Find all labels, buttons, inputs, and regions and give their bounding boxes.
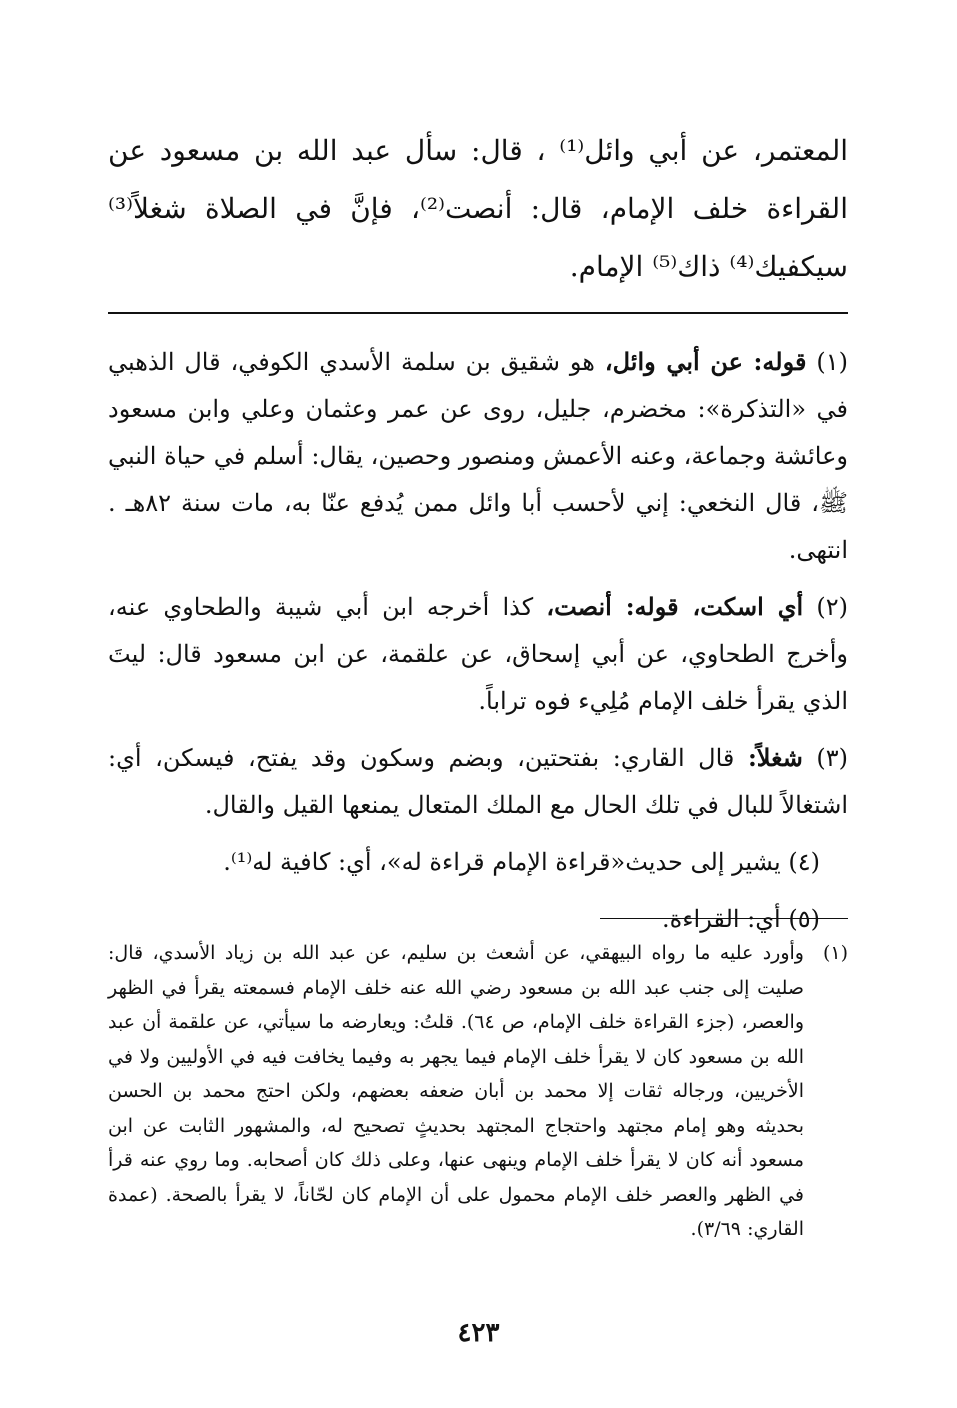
- footnote-text: يشير إلى حديث«قراءة الإمام قراءة له»، أي: كافية له⁽¹⁾.: [223, 848, 781, 876]
- subfootnotes-block: [108, 936, 848, 1247]
- subfootnote-1: [108, 936, 848, 1247]
- footnote-lead: أي اسكت، قوله: أنصت،: [546, 592, 804, 621]
- subfootnote-number: (١): [822, 942, 848, 964]
- footnote-text: كذا أخرجه ابن أبي شيبة والطحاوي عنه، وأخرج الطحاوي، عن أبي إسحاق، عن علقمة، عن ابن مسعود قال: ليتَ الذي يقرأ خلف الإمام مُلِيء فوه تراباً.: [108, 593, 848, 715]
- footnote-text: قال القاري: بفتحتين، وبضم وسكون وقد يفتح، فيسكن، أي: اشتغالاً للبال في تلك الحال مع الملك المتعال يمنعها القيل والقال.: [108, 744, 848, 819]
- footnote-number: (٤): [788, 848, 820, 876]
- footnote-text: أي: القراءة.: [662, 905, 781, 933]
- footnote-1: [108, 338, 848, 574]
- footnote-number: (٣): [816, 744, 848, 772]
- main-paragraph: المعتمر، عن أبي وائل⁽¹⁾ ، قال: سأل عبد الله بن مسعود عن القراءة خلف الإمام، قال: أنصت⁽²⁾، فإنَّ في الصلاة شغلاً⁽³⁾ سيكفيك⁽⁴⁾ ذاك⁽⁵⁾ الإمام.: [108, 134, 849, 283]
- footnote-3: [108, 734, 848, 829]
- footnote-text: هو شقيق بن سلمة الأسدي الكوفي، قال الذهبي في «التذكرة»: مخضرم، جليل، روى عن عمر وعثمان وعلي وابن مسعود وعائشة وجماعة، وعنه الأعمش ومنصور وحصين، يقال: أسلم في حياة النبي ﷺ، قال النخعي: إني لأحسب أبا وائل ممن يُدفع عنّا به، مات سنة ٨٢هـ . انتهى.: [108, 348, 848, 564]
- footnote-number: (١): [816, 348, 848, 376]
- subfootnote-text: وأورد عليه ما رواه البيهقي، عن أشعث بن سليم، عن عبد الله بن زياد الأسدي، قال: صليت إلى جنب عبد الله بن مسعود رضي الله عنه خلف الإمام فسمعته يقرأ في الظهر والعصر، (جزء القراءة خلف الإمام، ص ٦٤). قلتُ: ويعارضه ما سيأتي، عن علقمة أن عبد الله بن مسعود كان لا يقرأ خلف الإمام فيما يجهر به وفيما يخافت فيه في الأوليين ولا في الأخريين، ورجاله ثقات إلا محمد بن أبان ضعفه بعضهم، ولكن احتج محمد بن الحسن بحديثه وهو إمام مجتهد واحتجاج المجتهد بحديثٍ تصحيح له، والمشهور الثابت عن ابن مسعود أنه كان لا يقرأ خلف الإمام وينهى عنها، وعلى ذلك كان أصحابه. وما روي عنه قرأ في الظهر والعصر خلف الإمام محمول على أن الإمام كان لحّاناً، لا يقرأ بالصحة. (عمدة القاري: ٣/٦٩).: [108, 942, 805, 1240]
- footnote-lead: شغلاً:: [747, 743, 803, 772]
- footnote-lead: قوله: عن أبي وائل،: [604, 347, 807, 376]
- footnote-separator: [108, 312, 848, 314]
- footnote-number: (٥): [788, 905, 820, 933]
- main-text-block: [108, 122, 848, 296]
- footnote-2: [108, 583, 848, 725]
- subfootnote-separator: [600, 918, 848, 919]
- footnote-4: [108, 838, 848, 886]
- page-number: ٤٢٣: [457, 1318, 500, 1348]
- footnote-number: (٢): [816, 593, 848, 621]
- footnotes-block: [108, 338, 848, 952]
